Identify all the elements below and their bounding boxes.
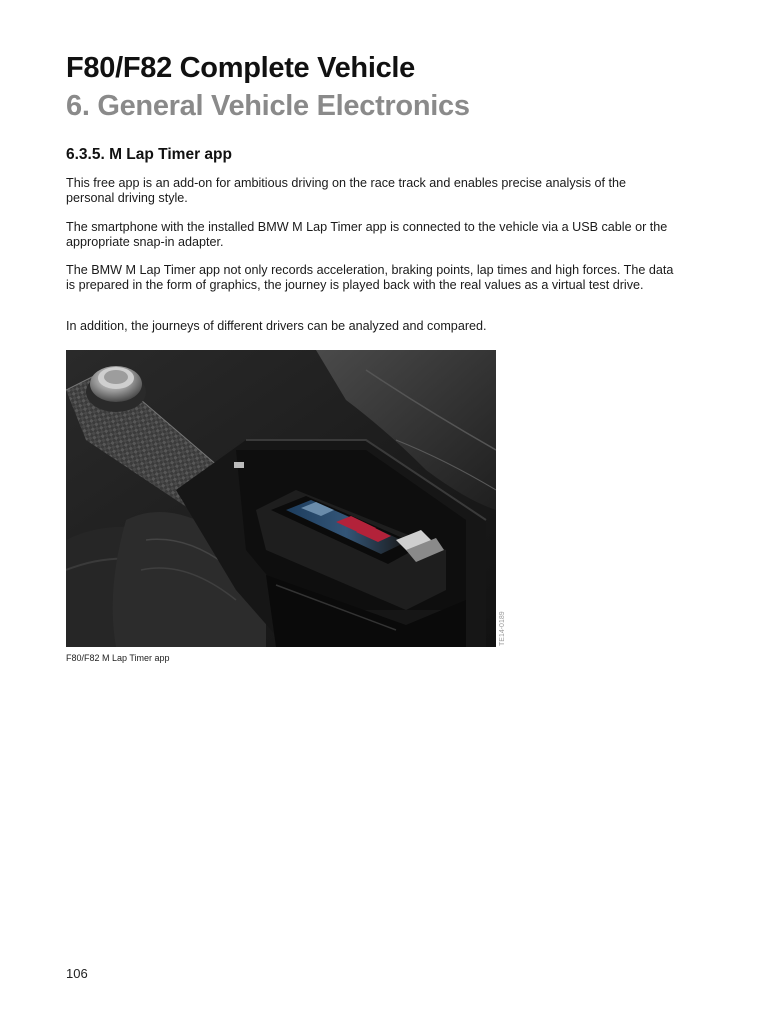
figure-reference-id: TE14-0189 [499, 611, 506, 646]
center-console-illustration [66, 350, 496, 647]
page-number: 106 [66, 966, 88, 981]
paragraph-4: In addition, the journeys of different drivers can be analyzed and compared. [66, 319, 487, 333]
section-heading: 6.3.5. M Lap Timer app [66, 146, 232, 163]
figure-center-console-photo [66, 350, 496, 647]
figure-caption: F80/F82 M Lap Timer app [66, 653, 170, 663]
document-title: F80/F82 Complete Vehicle [66, 52, 415, 84]
paragraph-1: This free app is an add-on for ambitious driving on the race track and enables precise analysis of the personal driving style. [66, 176, 627, 205]
paragraph-3: The BMW M Lap Timer app not only records acceleration, braking points, lap times and high forces. The data is prepared in the form of graphics, the journey is played back with the real values as a virtual test drive. [66, 263, 674, 292]
chapter-title: 6. General Vehicle Electronics [66, 90, 470, 122]
paragraph-2: The smartphone with the installed BMW M Lap Timer app is connected to the vehicle via a USB cable or the appropriate snap-in adapter. [66, 220, 668, 249]
